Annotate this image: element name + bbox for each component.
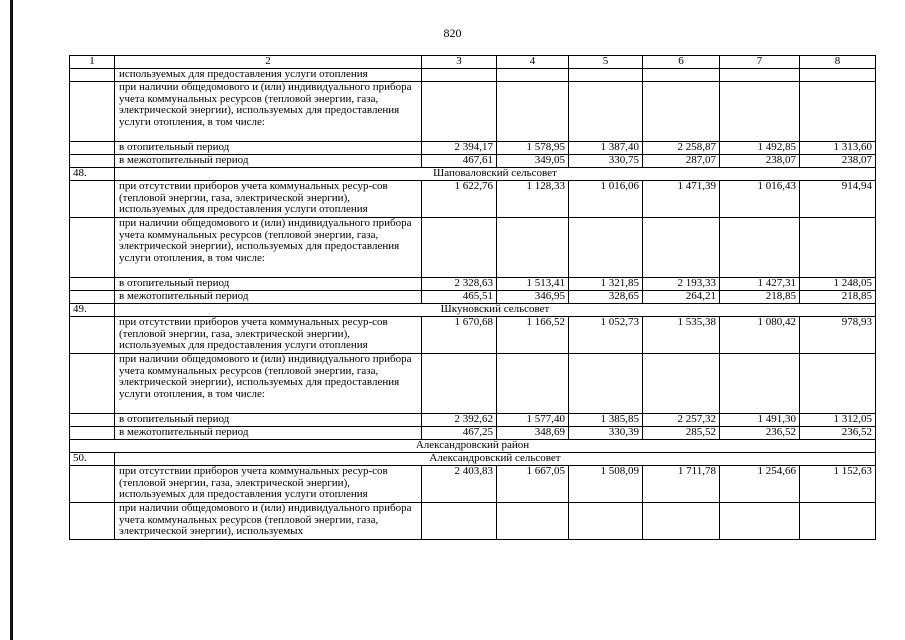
tariff-value: 1 387,40: [569, 142, 643, 155]
scan-edge-line: [10, 0, 13, 640]
row-index: 49.: [70, 304, 115, 317]
row-description: при отсутствии приборов учета коммунальных ресур-сов (тепловой энергии, газа, электрической энергии), используемых для предоставления услуги отопления: [115, 317, 422, 354]
tariff-value: 2 193,33: [643, 278, 720, 291]
tariff-value: 1 578,95: [497, 142, 569, 155]
section-title: Александровский сельсовет: [115, 453, 876, 466]
tariff-row: [70, 142, 876, 155]
tariff-value: 1 670,68: [422, 317, 497, 354]
tariff-value: [422, 82, 497, 142]
tariff-value: [497, 503, 569, 540]
tariff-value: [643, 354, 720, 414]
tariff-value: [800, 69, 876, 82]
tariff-value: 2 257,32: [643, 414, 720, 427]
tariff-row: [70, 155, 876, 168]
column-number: 4: [497, 56, 569, 69]
column-number: 3: [422, 56, 497, 69]
tariff-value: 1 471,39: [643, 181, 720, 218]
tariff-value: 2 258,87: [643, 142, 720, 155]
row-description: при отсутствии приборов учета коммунальных ресур-сов (тепловой энергии, газа, электрической энергии), используемых для предоставления услуги отопления: [115, 181, 422, 218]
column-number: 7: [720, 56, 800, 69]
tariff-value: 978,93: [800, 317, 876, 354]
description-row: [70, 354, 876, 414]
tariff-value: 1 577,40: [497, 414, 569, 427]
row-index: 48.: [70, 168, 115, 181]
tariff-value: [569, 354, 643, 414]
description-row: [70, 218, 876, 278]
tariff-row: [70, 317, 876, 354]
tariff-value: [497, 218, 569, 278]
tariff-table: [69, 55, 876, 540]
tariff-value: 1 385,85: [569, 414, 643, 427]
tariff-row: [70, 466, 876, 503]
tariff-value: [643, 69, 720, 82]
tariff-value: 1 166,52: [497, 317, 569, 354]
tariff-value: 1 016,06: [569, 181, 643, 218]
tariff-value: 2 392,62: [422, 414, 497, 427]
tariff-value: [720, 354, 800, 414]
row-description: в межотопительный период: [115, 427, 422, 440]
tariff-row: [70, 427, 876, 440]
tariff-value: 1 535,38: [643, 317, 720, 354]
tariff-value: 2 403,83: [422, 466, 497, 503]
tariff-value: 349,05: [497, 155, 569, 168]
row-description: в межотопительный период: [115, 155, 422, 168]
row-index: [70, 278, 115, 291]
tariff-value: 330,39: [569, 427, 643, 440]
tariff-value: 238,07: [720, 155, 800, 168]
tariff-value: [497, 354, 569, 414]
tariff-value: 330,75: [569, 155, 643, 168]
tariff-value: [569, 82, 643, 142]
row-description: в отопительный период: [115, 278, 422, 291]
row-description: при наличии общедомового и (или) индивидуального прибора учета коммунальных ресурсов (тепловой энергии, газа, электрической энергии), используемых: [115, 503, 422, 540]
row-index: [70, 69, 115, 82]
tariff-value: 1 052,73: [569, 317, 643, 354]
tariff-value: 1 427,31: [720, 278, 800, 291]
column-number: 1: [70, 56, 115, 69]
tariff-row: [70, 181, 876, 218]
tariff-value: [497, 69, 569, 82]
tariff-value: [422, 354, 497, 414]
description-row: [70, 503, 876, 540]
tariff-value: 285,52: [643, 427, 720, 440]
row-index: [70, 466, 115, 503]
section-row: [70, 304, 876, 317]
table-body: [70, 56, 876, 540]
row-description: используемых для предоставления услуги отопления: [115, 69, 422, 82]
column-number: 8: [800, 56, 876, 69]
tariff-value: 465,51: [422, 291, 497, 304]
column-number: 2: [115, 56, 422, 69]
tariff-value: [720, 69, 800, 82]
tariff-value: [720, 503, 800, 540]
tariff-value: 1 491,30: [720, 414, 800, 427]
row-index: [70, 218, 115, 278]
tariff-value: 1 152,63: [800, 466, 876, 503]
tariff-value: [800, 218, 876, 278]
district-title: Александровский район: [70, 440, 876, 453]
row-index: [70, 503, 115, 540]
tariff-value: 2 394,17: [422, 142, 497, 155]
row-description: при отсутствии приборов учета коммунальных ресур-сов (тепловой энергии, газа, электрической энергии), используемых для предоставления услуги отопления: [115, 466, 422, 503]
tariff-value: [643, 82, 720, 142]
page-number: 820: [443, 26, 462, 40]
tariff-value: 328,65: [569, 291, 643, 304]
description-row: [70, 69, 876, 82]
tariff-value: [800, 82, 876, 142]
tariff-value: [643, 218, 720, 278]
tariff-value: 236,52: [800, 427, 876, 440]
tariff-row: [70, 278, 876, 291]
row-description: при наличии общедомового и (или) индивидуального прибора учета коммунальных ресурсов (тепловой энергии, газа, электрической энергии), используемых для предоставления услуги отопления, в том числе:: [115, 218, 422, 278]
tariff-value: 348,69: [497, 427, 569, 440]
row-index: [70, 427, 115, 440]
row-description: в межотопительный период: [115, 291, 422, 304]
tariff-value: 236,52: [720, 427, 800, 440]
tariff-value: 1 254,66: [720, 466, 800, 503]
row-index: [70, 82, 115, 142]
row-description: при наличии общедомового и (или) индивидуального прибора учета коммунальных ресурсов (тепловой энергии, газа, электрической энергии), используемых для предоставления услуги отопления, в том числе:: [115, 82, 422, 142]
tariff-value: 238,07: [800, 155, 876, 168]
tariff-value: [497, 82, 569, 142]
row-index: [70, 317, 115, 354]
tariff-value: 1 321,85: [569, 278, 643, 291]
tariff-row: [70, 291, 876, 304]
tariff-value: 1 016,43: [720, 181, 800, 218]
row-index: [70, 181, 115, 218]
column-number: 5: [569, 56, 643, 69]
tariff-value: 346,95: [497, 291, 569, 304]
tariff-value: 218,85: [800, 291, 876, 304]
row-description: в отопительный период: [115, 142, 422, 155]
tariff-value: [422, 218, 497, 278]
tariff-value: 264,21: [643, 291, 720, 304]
row-index: [70, 155, 115, 168]
tariff-value: 1 248,05: [800, 278, 876, 291]
row-index: 50.: [70, 453, 115, 466]
tariff-value: 2 328,63: [422, 278, 497, 291]
tariff-value: 1 492,85: [720, 142, 800, 155]
column-number: 6: [643, 56, 720, 69]
row-index: [70, 291, 115, 304]
tariff-value: 1 513,41: [497, 278, 569, 291]
tariff-value: [643, 503, 720, 540]
district-row: [70, 440, 876, 453]
tariff-value: [720, 82, 800, 142]
tariff-value: 467,61: [422, 155, 497, 168]
row-description: в отопительный период: [115, 414, 422, 427]
tariff-value: [569, 69, 643, 82]
tariff-value: [569, 503, 643, 540]
section-row: [70, 168, 876, 181]
tariff-value: 1 128,33: [497, 181, 569, 218]
tariff-value: [720, 218, 800, 278]
tariff-value: [800, 503, 876, 540]
row-index: [70, 414, 115, 427]
tariff-value: [569, 218, 643, 278]
tariff-value: 1 080,42: [720, 317, 800, 354]
section-title: Шаповаловский сельсовет: [115, 168, 876, 181]
tariff-value: 914,94: [800, 181, 876, 218]
tariff-value: 1 313,60: [800, 142, 876, 155]
tariff-value: 467,25: [422, 427, 497, 440]
header-row: [70, 56, 876, 69]
tariff-value: [422, 503, 497, 540]
tariff-value: 1 667,05: [497, 466, 569, 503]
section-row: [70, 453, 876, 466]
section-title: Шкуновский сельсовет: [115, 304, 876, 317]
row-description: при наличии общедомового и (или) индивидуального прибора учета коммунальных ресурсов (тепловой энергии, газа, электрической энергии), используемых для предоставления услуги отопления, в том числе:: [115, 354, 422, 414]
tariff-row: [70, 414, 876, 427]
tariff-value: 1 312,05: [800, 414, 876, 427]
row-index: [70, 354, 115, 414]
tariff-value: 1 711,78: [643, 466, 720, 503]
tariff-value: 1 508,09: [569, 466, 643, 503]
description-row: [70, 82, 876, 142]
tariff-value: [800, 354, 876, 414]
tariff-value: 287,07: [643, 155, 720, 168]
row-index: [70, 142, 115, 155]
tariff-value: 218,85: [720, 291, 800, 304]
tariff-value: [422, 69, 497, 82]
tariff-value: 1 622,76: [422, 181, 497, 218]
